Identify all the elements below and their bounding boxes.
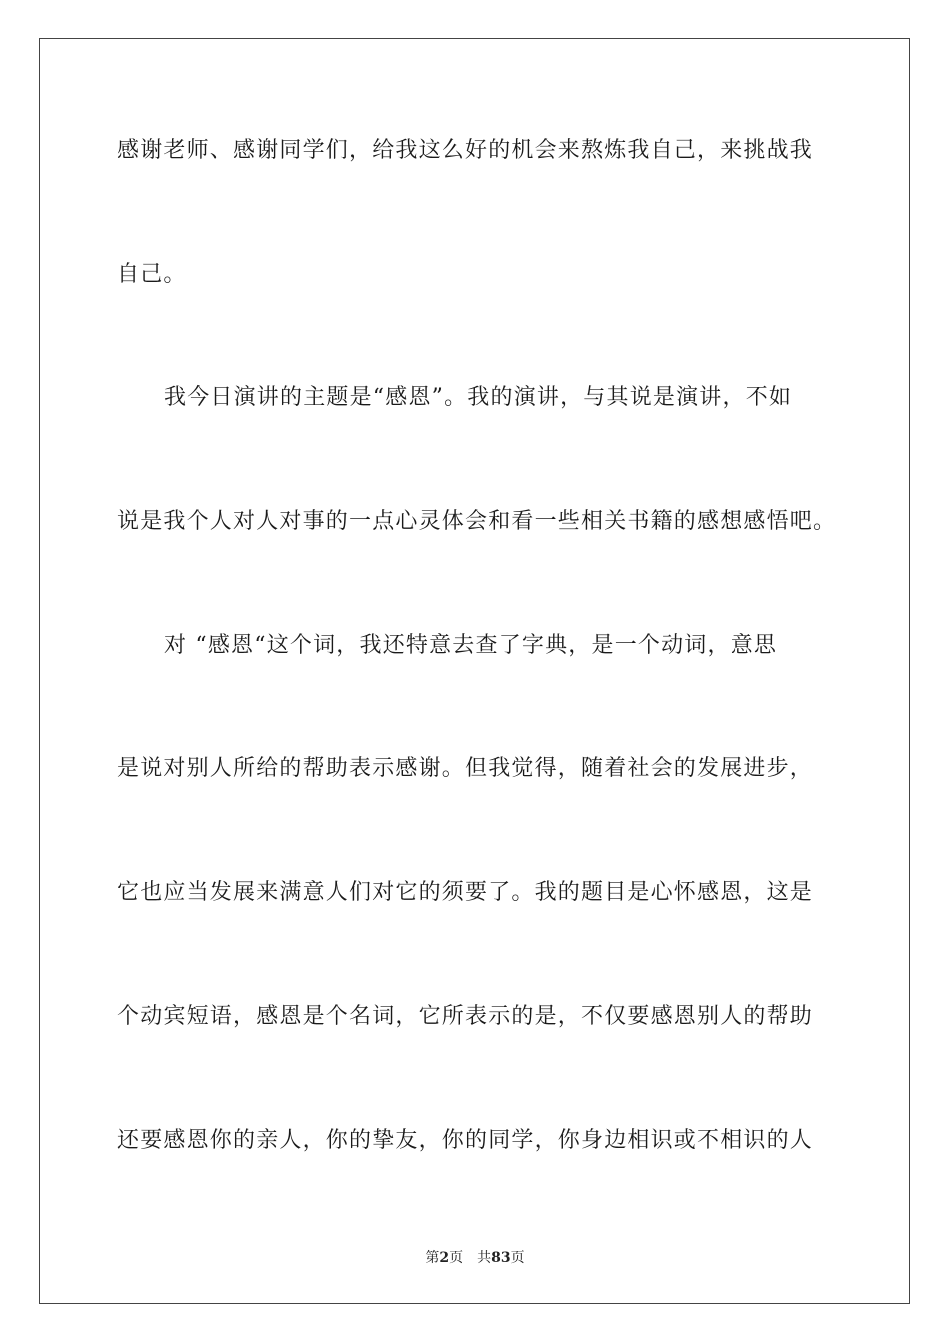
total-prefix: 共 <box>477 1250 492 1266</box>
text-line-5: 对 “感恩“这个词，我还特意去查了字典，是一个动词，意思 <box>164 633 778 658</box>
text-line-1: 感谢老师、感谢同学们，给我这么好的机会来熬炼我自己，来挑战我 <box>117 138 814 163</box>
text-line-6: 是说对别人所给的帮助表示感谢。但我觉得，随着社会的发展进步， <box>117 756 814 781</box>
total-pages: 83 <box>491 1250 511 1266</box>
page-footer <box>0 1247 950 1267</box>
text-line-2: 自己。 <box>117 262 187 287</box>
text-line-3: 我今日演讲的主题是“感恩”。我的演讲，与其说是演讲，不如 <box>164 385 793 410</box>
page-border <box>39 38 910 1304</box>
page-suffix: 页 <box>449 1250 464 1266</box>
text-line-4: 说是我个人对人对事的一点心灵体会和看一些相关书籍的感想感悟吧。 <box>117 509 837 534</box>
total-suffix: 页 <box>510 1250 525 1266</box>
text-line-8: 个动宾短语，感恩是个名词，它所表示的是，不仅要感恩别人的帮助 <box>117 1004 814 1029</box>
text-line-7: 它也应当发展来满意人们对它的须要了。我的题目是心怀感恩，这是 <box>117 880 814 905</box>
page-number: 2 <box>439 1250 450 1266</box>
page-prefix: 第 <box>425 1250 440 1266</box>
text-line-9: 还要感恩你的亲人，你的挚友，你的同学，你身边相识或不相识的人 <box>117 1128 814 1153</box>
